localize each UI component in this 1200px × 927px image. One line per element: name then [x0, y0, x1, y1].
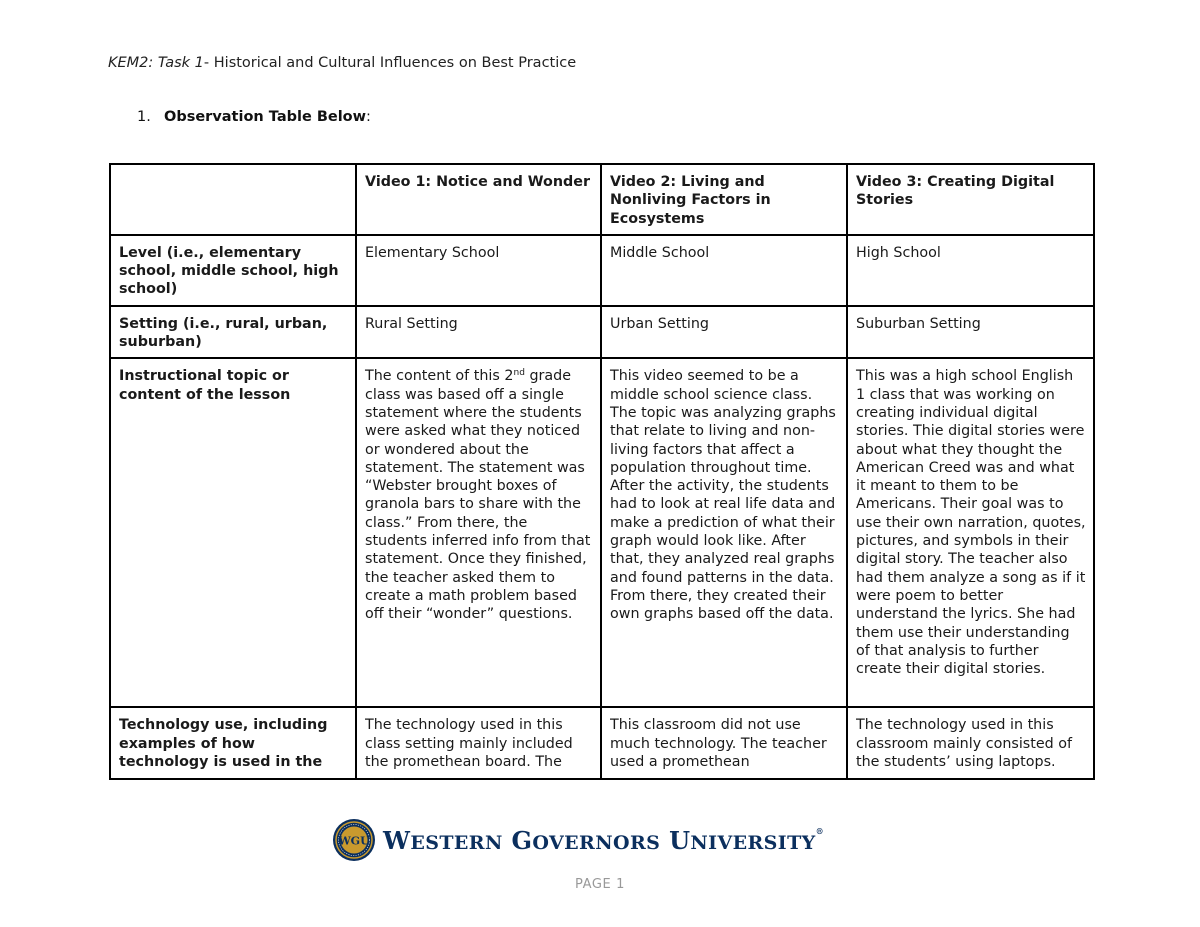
page-number: PAGE 1 — [575, 877, 625, 892]
row-header-level: Level (i.e., elementary school, middle school, high school) — [110, 235, 356, 306]
list-number: 1. — [137, 109, 151, 125]
row-header-setting: Setting (i.e., rural, urban, suburban) — [110, 306, 356, 359]
table-cell — [356, 707, 601, 779]
table-cell: This video seemed to be a middle school science class. The topic was analyzing graphs that relate to living and non-living factors that affect a population throughout time. After the activity, the students had to look at real life data and make a prediction of what their graph would look like. After that, they analyzed real graphs and found patterns in the data. From there, they created their own graphs based off the data. — [601, 358, 847, 707]
table-header-row — [110, 164, 1094, 235]
table-cell — [601, 707, 847, 779]
table-cell: Urban Setting — [601, 306, 847, 359]
table-cell: Middle School — [601, 235, 847, 306]
table-cell: Elementary School — [356, 235, 601, 306]
table-row-instructional-topic — [110, 358, 1094, 707]
section-title: Observation Table Below — [164, 109, 367, 125]
wordmark-text: OVERNORS — [532, 831, 661, 854]
row-header-technology-use — [110, 707, 356, 779]
column-header-video-3: Video 3: Creating Digital Stories — [847, 164, 1094, 235]
course-code: KEM2: Task 1 — [108, 55, 204, 71]
table-row-setting — [110, 306, 1094, 359]
table-cell — [847, 707, 1094, 779]
wordmark-initial: W — [383, 825, 411, 855]
document-header — [108, 55, 576, 71]
ordinal-superscript: nd — [513, 368, 525, 379]
section-title-colon: : — [366, 109, 371, 125]
table-cell — [356, 358, 601, 707]
wgu-seal-icon — [332, 818, 376, 862]
university-wordmark — [383, 826, 824, 855]
table-row-level — [110, 235, 1094, 306]
wordmark-initial: U — [669, 825, 691, 855]
wgu-logo — [332, 818, 824, 862]
table-cell: Suburban Setting — [847, 306, 1094, 359]
table-cell: This was a high school English 1 class that was working on creating individual digital stories. Thie digital stories were about what they thought the American Creed was and what it meant to them to be Americans. Their goal was to use their own narration, quotes, pictures, and symbols in their digital story. The teacher also had them analyze a song as if it were poem to better understand the lyrics. She had them use their understanding of that analysis to further create their digital stories. — [847, 358, 1094, 707]
table-cell: Rural Setting — [356, 306, 601, 359]
wordmark-text: NIVERSITY — [690, 831, 816, 854]
section-heading — [137, 109, 371, 125]
seal-text: WGU — [338, 834, 370, 848]
cell-text: grade class was based off a single statement where the students were asked what they noticed or wondered about the statement. The statement was “Webster brought boxes of granola bars to share with the class.” From there, the students inferred info from that statement. Once they finished, the teacher asked them to create a math problem based off their “wonder” questions. — [365, 368, 591, 623]
wordmark-text: ESTERN — [410, 831, 503, 854]
corner-cell — [110, 164, 356, 235]
cell-text: The technology used in this classroom mainly consisted of the students’ using laptops. — [856, 717, 1073, 770]
row-header-text: Technology use, including examples of how technology is used in the — [119, 717, 328, 770]
row-header-instructional-topic: Instructional topic or content of the lesson — [110, 358, 356, 707]
cell-text: This classroom did not use much technology. The teacher used a promethean — [610, 717, 827, 770]
cell-text: The content of this 2 — [365, 368, 514, 385]
table-row-technology-use — [110, 707, 1094, 779]
table-cell: High School — [847, 235, 1094, 306]
registered-mark: ® — [815, 825, 824, 836]
document-title: - Historical and Cultural Influences on Best Practice — [203, 55, 577, 71]
cell-text: The technology used in this class setting mainly included the promethean board. The — [365, 717, 573, 770]
column-header-video-2: Video 2: Living and Nonliving Factors in Ecosystems — [601, 164, 847, 235]
wordmark-initial: G — [511, 825, 533, 855]
column-header-video-1: Video 1: Notice and Wonder — [356, 164, 601, 235]
observation-table — [109, 163, 1095, 780]
